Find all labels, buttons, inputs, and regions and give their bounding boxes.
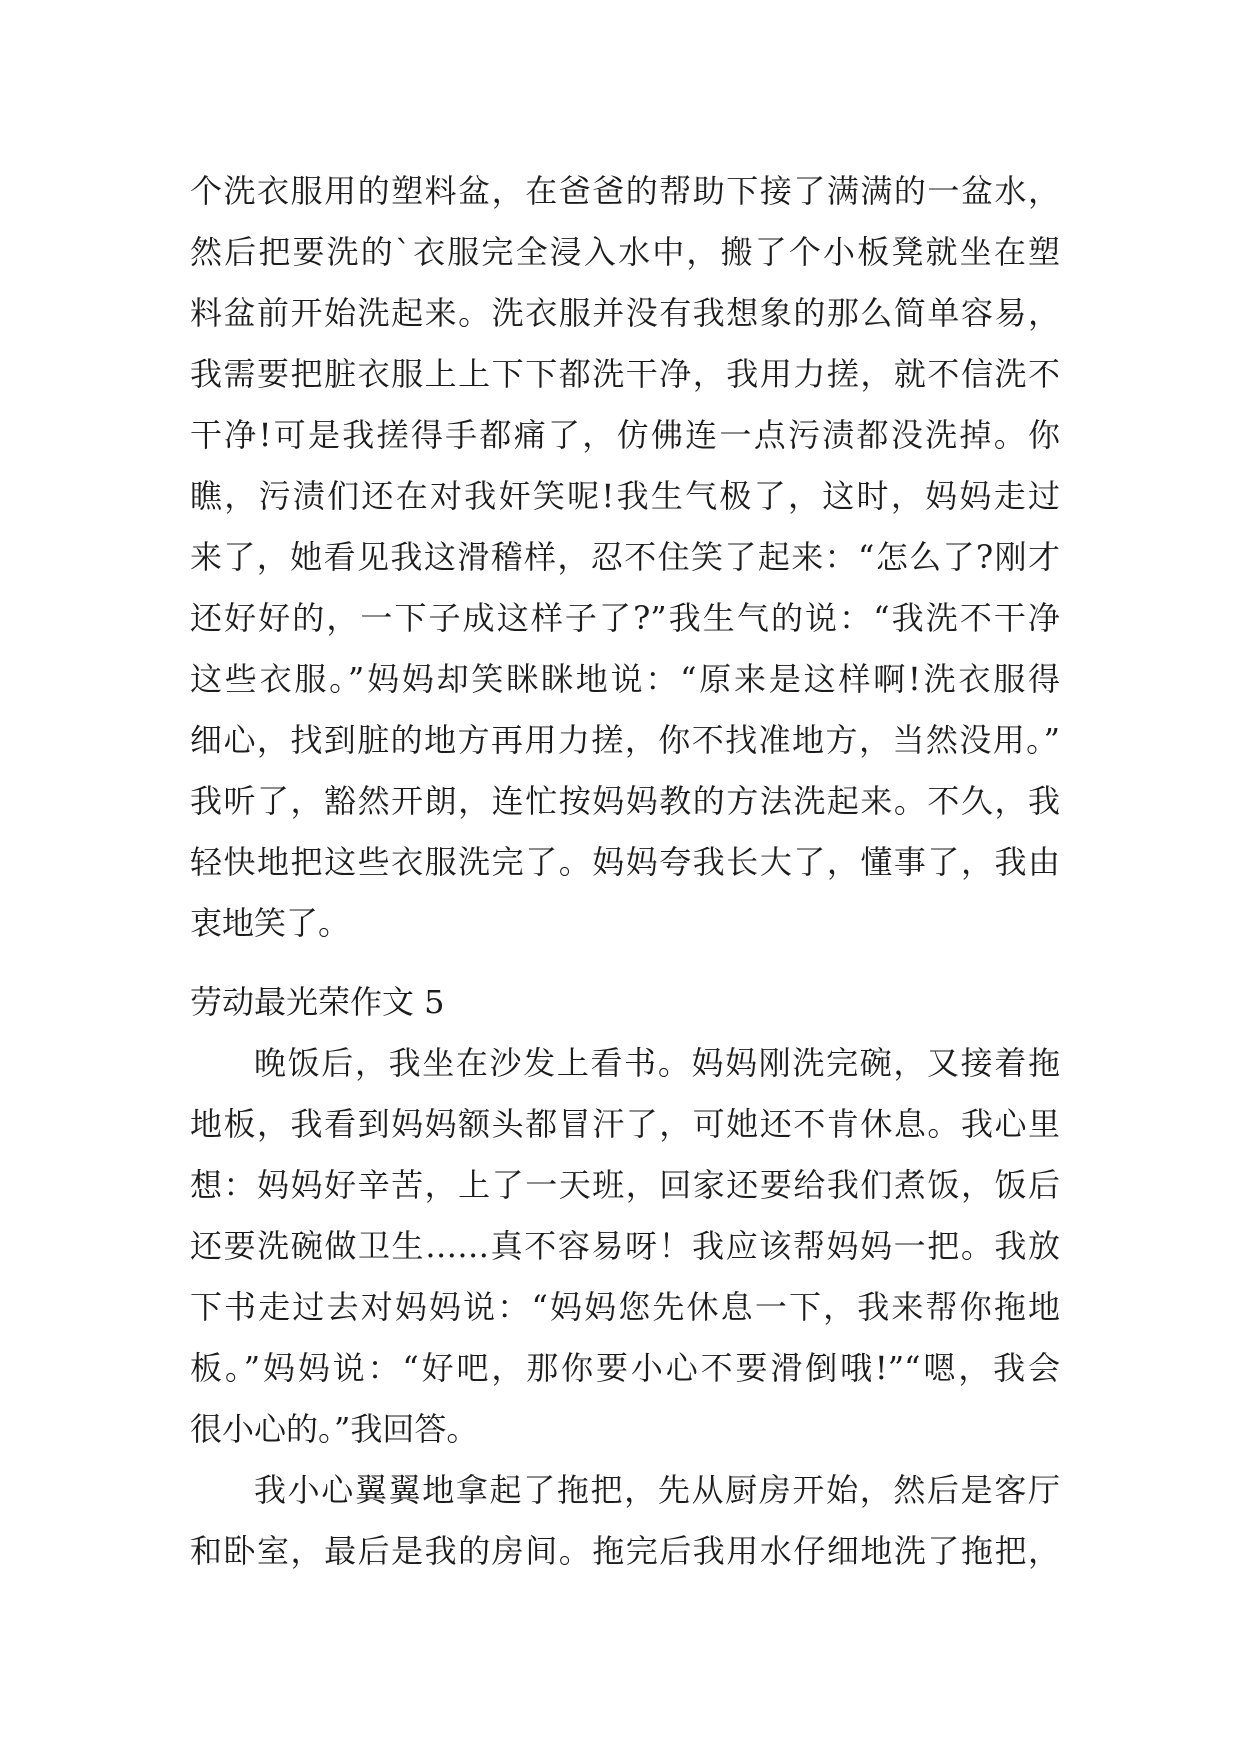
text-line: 和卧室，最后是我的房间。拖完后我用水仔细地洗了拖把， — [190, 1532, 1060, 1570]
paragraph-first-line: 晚饭后，我坐在沙发上看书。妈妈刚洗完碗，又接着拖 — [254, 1044, 1060, 1082]
text-line: 这些衣服。”妈妈却笑眯眯地说：“原来是这样啊!洗衣服得 — [190, 660, 1060, 698]
text-line: 衷地笑了。 — [190, 904, 351, 942]
text-line: 想：妈妈好辛苦，上了一天班，回家还要给我们煮饭，饭后 — [190, 1166, 1060, 1204]
text-line: 个洗衣服用的塑料盆，在爸爸的帮助下接了满满的一盆水， — [190, 172, 1060, 210]
essay-continuation — [190, 161, 1060, 954]
text-line: 干净!可是我搓得手都痛了，仿佛连一点污渍都没洗掉。你 — [190, 416, 1060, 454]
text-line: 然后把要洗的`衣服完全浸入水中，搬了个小板凳就坐在塑 — [190, 233, 1060, 271]
essay-heading-block — [190, 972, 1060, 1033]
text-line: 地板，我看到妈妈额头都冒汗了，可她还不肯休息。我心里 — [190, 1105, 1060, 1143]
text-line: 瞧，污渍们还在对我奸笑呢!我生气极了，这时，妈妈走过 — [190, 477, 1060, 515]
paragraph-first-line: 我小心翼翼地拿起了拖把，先从厨房开始，然后是客厅 — [254, 1471, 1060, 1509]
text-line: 细心，找到脏的地方再用力搓，你不找准地方，当然没用。” — [190, 721, 1060, 759]
text-line: 来了，她看见我这滑稽样，忍不住笑了起来：“怎么了?刚才 — [190, 538, 1060, 576]
text-line: 还要洗碗做卫生……真不容易呀！我应该帮妈妈一把。我放 — [190, 1227, 1060, 1265]
text-line: 料盆前开始洗起来。洗衣服并没有我想象的那么简单容易， — [190, 294, 1060, 332]
essay-body — [190, 1033, 1060, 1582]
text-line: 轻快地把这些衣服洗完了。妈妈夸我长大了，懂事了，我由 — [190, 843, 1060, 881]
text-line: 很小心的。”我回答。 — [190, 1410, 479, 1448]
essay-heading: 劳动最光荣作文 5 — [190, 983, 445, 1021]
text-line: 下书走过去对妈妈说：“妈妈您先休息一下，我来帮你拖地 — [190, 1288, 1060, 1326]
text-line: 板。”妈妈说：“好吧，那你要小心不要滑倒哦!”“嗯，我会 — [190, 1349, 1060, 1387]
text-line: 我听了，豁然开朗，连忙按妈妈教的方法洗起来。不久，我 — [190, 782, 1060, 820]
text-line: 我需要把脏衣服上上下下都洗干净，我用力搓，就不信洗不 — [190, 355, 1060, 393]
text-line: 还好好的，一下子成这样子了?”我生气的说：“我洗不干净 — [190, 599, 1060, 637]
